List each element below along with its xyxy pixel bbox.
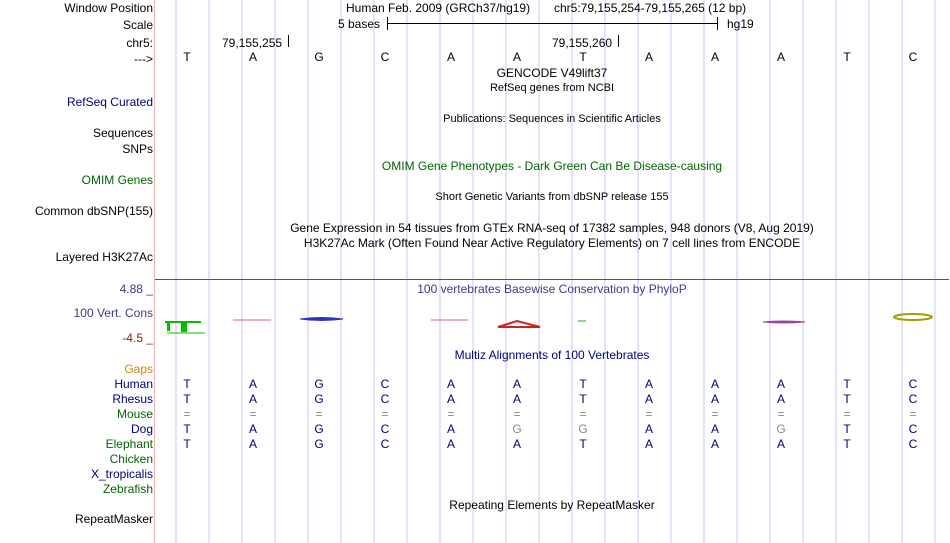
phylop-bar-1b (181, 322, 187, 332)
coord-tick-label-2: 79,155,260 (552, 36, 613, 50)
alignment-base: = (579, 407, 587, 421)
phylop-wiggle-plot (155, 300, 950, 340)
alignment-base: C (380, 392, 390, 406)
reference-base: A (776, 50, 786, 64)
alignment-base: A (446, 422, 456, 436)
strand-label[interactable]: ---> (134, 52, 153, 66)
phylop-bar-3 (300, 318, 343, 321)
alignment-base: T (843, 437, 851, 451)
window-position-label: Window Position (64, 1, 153, 15)
reference-base: T (843, 50, 851, 64)
alignment-base: A (710, 377, 720, 391)
alignment-base: C (908, 392, 918, 406)
alignment-base: = (513, 407, 521, 421)
snps-track-label[interactable]: SNPs (122, 142, 153, 156)
alignment-base: A (710, 437, 720, 451)
alignment-base: = (447, 407, 455, 421)
alignment-base: C (380, 437, 390, 451)
alignment-base: A (512, 377, 522, 391)
alignment-base: A (776, 392, 786, 406)
alignment-base: A (248, 437, 258, 451)
gtex-track-title[interactable]: Gene Expression in 54 tissues from GTEx RNA-seq of 17382 samples, 948 donors (V8, Aug 2019) (290, 221, 814, 235)
alignment-base: A (512, 392, 522, 406)
scale-bar (387, 23, 717, 24)
scale-bar-left-tick (387, 17, 388, 30)
alignment-base: G (314, 392, 324, 406)
phylop-bar-6 (498, 321, 540, 327)
alignment-base: A (446, 377, 456, 391)
alignment-base: G (578, 422, 588, 436)
alignment-base: A (644, 437, 654, 451)
coord-tick-1 (288, 35, 289, 47)
alignment-base: T (579, 392, 587, 406)
refseq-track-subtitle: RefSeq genes from NCBI (489, 82, 615, 94)
alignment-base: G (314, 377, 324, 391)
gaps-label[interactable]: Gaps (124, 362, 153, 376)
sequences-track-label[interactable]: Sequences (92, 126, 153, 140)
alignment-base: G (314, 437, 324, 451)
reference-base: A (644, 50, 654, 64)
chrom-label: chr5: (126, 36, 153, 50)
omim-track-title[interactable]: OMIM Gene Phenotypes - Dark Green Can Be Disease-causing (381, 159, 723, 173)
species-label-human[interactable]: Human (114, 377, 153, 391)
alignment-base: G (314, 422, 324, 436)
coord-tick-label-1: 79,155,255 (222, 36, 283, 50)
alignment-base: A (446, 437, 456, 451)
alignment-base: A (248, 392, 258, 406)
alignment-base: C (380, 377, 390, 391)
alignment-base: C (908, 377, 918, 391)
reference-base: C (908, 50, 918, 64)
alignment-base: G (512, 422, 522, 436)
alignment-base: = (909, 407, 917, 421)
window-position-coords[interactable]: chr5:79,155,254-79,155,265 (12 bp) (554, 1, 747, 15)
phylop-bar-12 (894, 314, 932, 320)
alignment-base: = (381, 407, 389, 421)
publications-track-title[interactable]: Publications: Sequences in Scientific Articles (443, 113, 661, 125)
track-divider (155, 279, 949, 280)
alignment-base: A (512, 437, 522, 451)
reference-base: G (314, 50, 324, 64)
reference-base: T (579, 50, 587, 64)
species-label-rhesus[interactable]: Rhesus (112, 392, 153, 406)
alignment-base: C (908, 422, 918, 436)
alignment-base: = (183, 407, 191, 421)
h3k27ac-track-title[interactable]: H3K27Ac Mark (Often Found Near Active Regulatory Elements) on 7 cell lines from ENCODE (303, 236, 801, 250)
alignment-base: A (776, 377, 786, 391)
repeatmasker-track-label[interactable]: RepeatMasker (74, 512, 153, 526)
alignment-base: T (843, 392, 851, 406)
alignment-base: T (183, 437, 191, 451)
alignment-base: A (710, 392, 720, 406)
repeatmasker-track-title[interactable]: Repeating Elements by RepeatMasker (449, 498, 655, 512)
dbsnp-track-label[interactable]: Common dbSNP(155) (34, 204, 153, 218)
alignment-base: A (776, 437, 786, 451)
alignment-base: = (711, 407, 719, 421)
alignment-base: T (843, 422, 851, 436)
scale-label: Scale (122, 18, 153, 32)
species-label-mouse[interactable]: Mouse (116, 407, 153, 421)
alignment-base: T (843, 377, 851, 391)
alignment-base: A (710, 422, 720, 436)
alignment-base: G (776, 422, 786, 436)
alignment-base: A (248, 422, 258, 436)
dbsnp-track-title[interactable]: Short Genetic Variants from dbSNP release 155 (435, 191, 669, 203)
reference-base: A (512, 50, 522, 64)
alignment-base: A (644, 422, 654, 436)
alignment-base: = (249, 407, 257, 421)
alignment-base: A (644, 377, 654, 391)
alignment-base: T (579, 437, 587, 451)
reference-base: C (380, 50, 390, 64)
phylop-min-label: -4.5 _ (122, 331, 153, 345)
alignment-base: A (248, 377, 258, 391)
coord-tick-2 (618, 35, 619, 47)
species-label-elephant[interactable]: Elephant (105, 437, 153, 451)
alignment-base: = (645, 407, 653, 421)
reference-base: A (248, 50, 258, 64)
label-column-border (154, 0, 155, 543)
species-label-dog[interactable]: Dog (130, 422, 153, 436)
alignment-base: A (644, 392, 654, 406)
phylop-track-title[interactable]: 100 vertebrates Basewise Conservation by PhyloP (417, 282, 687, 296)
reference-base: T (183, 50, 191, 64)
scale-value: 5 bases (338, 17, 381, 31)
alignment-base: T (183, 377, 191, 391)
gencode-track-title[interactable]: GENCODE V49lift37 (496, 66, 608, 80)
alignment-base: = (315, 407, 323, 421)
phylop-bar-10 (763, 321, 805, 323)
phylop-bar-1c (167, 323, 170, 331)
alignment-base: = (843, 407, 851, 421)
alignment-base: C (380, 422, 390, 436)
scale-assembly: hg19 (727, 17, 754, 31)
multiz-track-title[interactable]: Multiz Alignments of 100 Vertebrates (454, 348, 650, 362)
alignment-base: T (183, 422, 191, 436)
species-label-zebrafish[interactable]: Zebrafish (102, 482, 153, 496)
phylop-max-label: 4.88 _ (119, 282, 153, 296)
omim-track-label[interactable]: OMIM Genes (81, 173, 153, 187)
window-position-value: Human Feb. 2009 (GRCh37/hg19) (346, 1, 531, 15)
reference-base: A (446, 50, 456, 64)
species-label-chicken[interactable]: Chicken (109, 452, 153, 466)
scale-bar-right-tick (717, 17, 718, 30)
alignment-base: T (183, 392, 191, 406)
h3k27ac-track-label[interactable]: Layered H3K27Ac (55, 250, 153, 264)
alignment-base: = (777, 407, 785, 421)
reference-base: A (710, 50, 720, 64)
phylop-track-label[interactable]: 100 Vert. Cons (73, 306, 153, 320)
alignment-base: T (579, 377, 587, 391)
refseq-track-label[interactable]: RefSeq Curated (66, 95, 153, 109)
alignment-base: A (446, 392, 456, 406)
species-label-x_tropicalis[interactable]: X_tropicalis (90, 467, 153, 481)
alignment-base: C (908, 437, 918, 451)
